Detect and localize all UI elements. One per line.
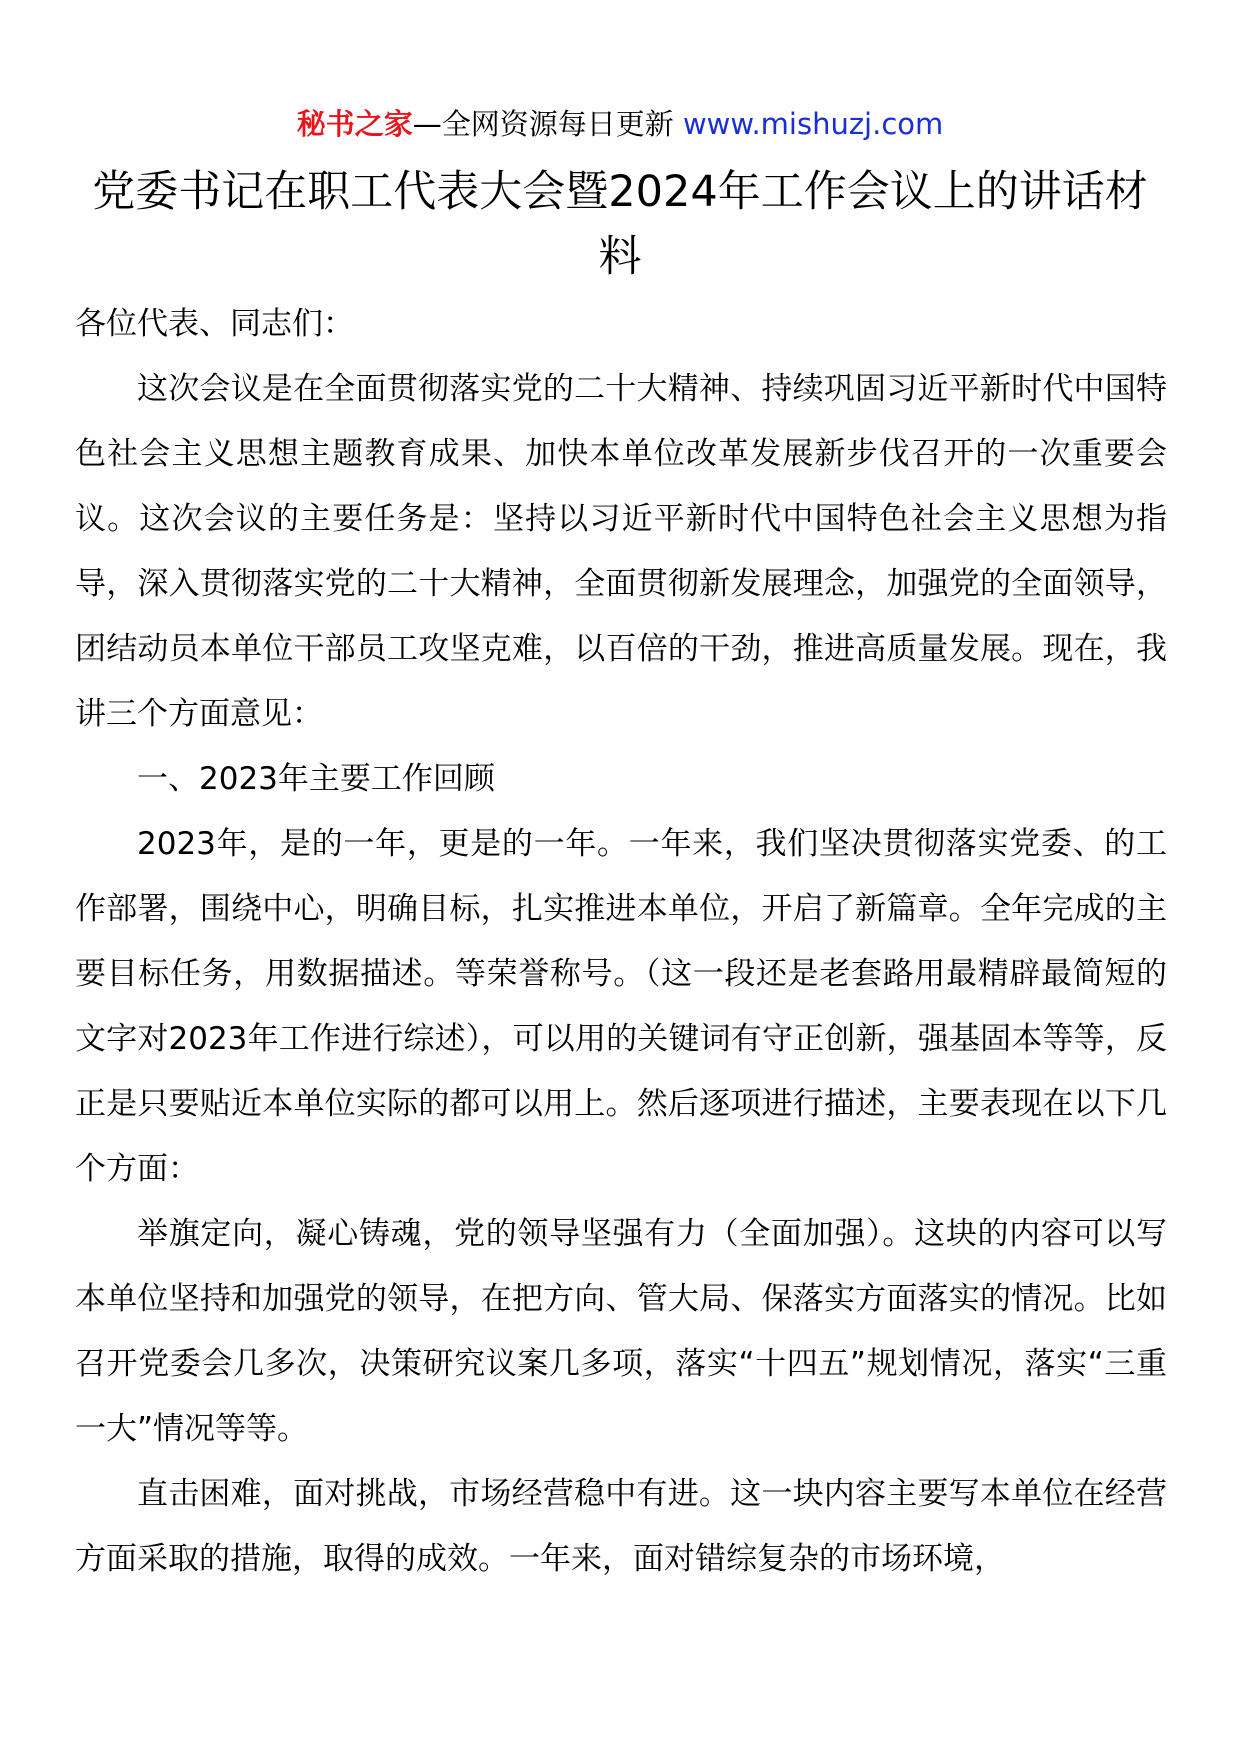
section-heading-1: 一、2023年主要工作回顾 <box>137 761 495 797</box>
document-title: 党委书记在职工代表大会暨2024年工作会议上的讲话材料 <box>92 167 1148 282</box>
paragraph-party-leadership: 举旗定向，凝心铸魂，党的领导坚强有力（全面加强）。这块的内容可以写本单位坚持和加强党的领导，在把方向、管大局、保落实方面落实的情况。比如召开党委会几多次，决策研究议案几多项，落实“十四五”规划情况，落实“三重一大”情况等等。 <box>75 1216 1167 1447</box>
watermark-brand: 秘书之家 <box>296 107 413 141</box>
watermark-url[interactable]: www.mishuzj.com <box>682 107 944 141</box>
paragraph-intro: 这次会议是在全面贯彻落实党的二十大精神、持续巩固习近平新时代中国特色社会主义思想主题教育成果、加快本单位改革发展新步伐召开的一次重要会议。这次会议的主要任务是：坚持以习近平新时代中国特色社会主义思想为指导，深入贯彻落实党的二十大精神，全面贯彻新发展理念，加强党的全面领导，团结动员本单位干部员工攻坚克难，以百倍的干劲，推进高质量发展。现在，我讲三个方面意见： <box>75 371 1167 732</box>
paragraph-review-summary: 2023年，是的一年，更是的一年。一年来，我们坚决贯彻落实党委、的工作部署，围绕中心，明确目标，扎实推进本单位，开启了新篇章。全年完成的主要目标任务，用数据描述。等荣誉称号。（这一段还是老套路用最精辟最简短的文字对2023年工作进行综述），可以用的关键词有守正创新，强基固本等等，反正是只要贴近本单位实际的都可以用上。然后逐项进行描述，主要表现在以下几个方面： <box>75 826 1167 1187</box>
watermark-banner <box>0 104 1240 144</box>
document-body <box>75 292 1167 1592</box>
paragraph-market-operations: 直击困难，面对挑战，市场经营稳中有进。这一块内容主要写本单位在经营方面采取的措施，取得的成效。一年来，面对错综复杂的市场环境， <box>75 1476 1167 1577</box>
salutation: 各位代表、同志们： <box>75 306 354 342</box>
watermark-slogan: —全网资源每日更新 <box>412 107 683 141</box>
